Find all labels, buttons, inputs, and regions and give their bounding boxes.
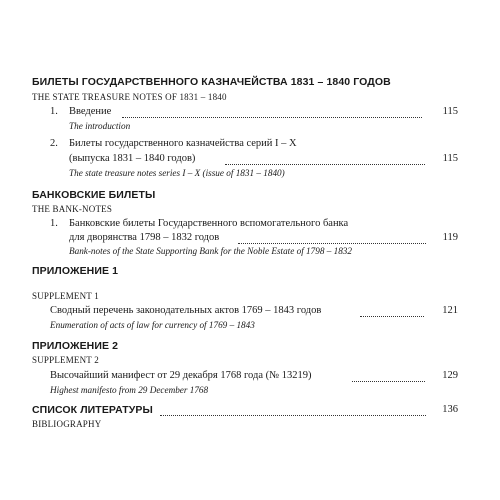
- dot-leader: [360, 316, 424, 317]
- page-number: 119: [442, 232, 458, 243]
- page-number: 136: [442, 404, 458, 415]
- section-subheading-banknotes: THE BANK-NOTES: [32, 204, 113, 214]
- dot-leader: [160, 415, 426, 416]
- page-number: 129: [442, 370, 458, 381]
- section-heading-bibliography[interactable]: СПИСОК ЛИТЕРАТУРЫ: [32, 404, 153, 416]
- page-number: 115: [442, 153, 458, 164]
- toc-entry-translation: The state treasure notes series I – X (issue of 1831 – 1840): [69, 168, 285, 178]
- toc-entry-translation: The introduction: [69, 121, 131, 131]
- toc-entry-treasury-notes-line2: (выпуска 1831 – 1840 годов): [69, 153, 196, 164]
- item-number: 1.: [50, 106, 58, 117]
- toc-entry-legislative-acts[interactable]: Сводный перечень законодательных актов 1769 – 1843 годов: [50, 305, 322, 316]
- section-heading-banknotes: БАНКОВСКИЕ БИЛЕТЫ: [32, 189, 156, 201]
- toc-entry-bank-notes[interactable]: Банковские билеты Государственного вспомогательного банка: [69, 218, 349, 229]
- section-subheading-bibliography: BIBLIOGRAPHY: [32, 419, 102, 429]
- section-heading-treasury: БИЛЕТЫ ГОСУДАРСТВЕННОГО КАЗНАЧЕЙСТВА 1831 – 1840 ГОДОВ: [32, 76, 391, 88]
- dot-leader: [122, 117, 422, 118]
- toc-entry-translation: Enumeration of acts of law for currency of 1769 – 1843: [50, 320, 255, 330]
- section-heading-appendix-1: ПРИЛОЖЕНИЕ 1: [32, 265, 119, 277]
- toc-entry-treasury-notes[interactable]: Билеты государственного казначейства серий I – X: [69, 138, 297, 149]
- section-heading-appendix-2: ПРИЛОЖЕНИЕ 2: [32, 340, 119, 352]
- toc-entry-introduction[interactable]: Введение: [69, 106, 112, 117]
- page-number: 115: [442, 106, 458, 117]
- item-number: 2.: [50, 138, 58, 149]
- toc-entry-bank-notes-line2: для дворянства 1798 – 1832 годов: [69, 232, 220, 243]
- section-subheading-treasury: THE STATE TREASURE NOTES OF 1831 – 1840: [32, 92, 227, 102]
- dot-leader: [238, 243, 426, 244]
- section-subheading-appendix-1: SUPPLEMENT 1: [32, 291, 99, 301]
- toc-entry-translation: Bank-notes of the State Supporting Bank for the Noble Estate of 1798 – 1832: [69, 246, 352, 256]
- dot-leader: [225, 164, 425, 165]
- section-subheading-appendix-2: SUPPLEMENT 2: [32, 355, 99, 365]
- item-number: 1.: [50, 218, 58, 229]
- toc-entry-manifesto[interactable]: Высочайший манифест от 29 декабря 1768 года (№ 13219): [50, 370, 312, 381]
- toc-entry-translation: Highest manifesto from 29 December 1768: [50, 385, 209, 395]
- dot-leader: [352, 381, 425, 382]
- page-number: 121: [442, 305, 458, 316]
